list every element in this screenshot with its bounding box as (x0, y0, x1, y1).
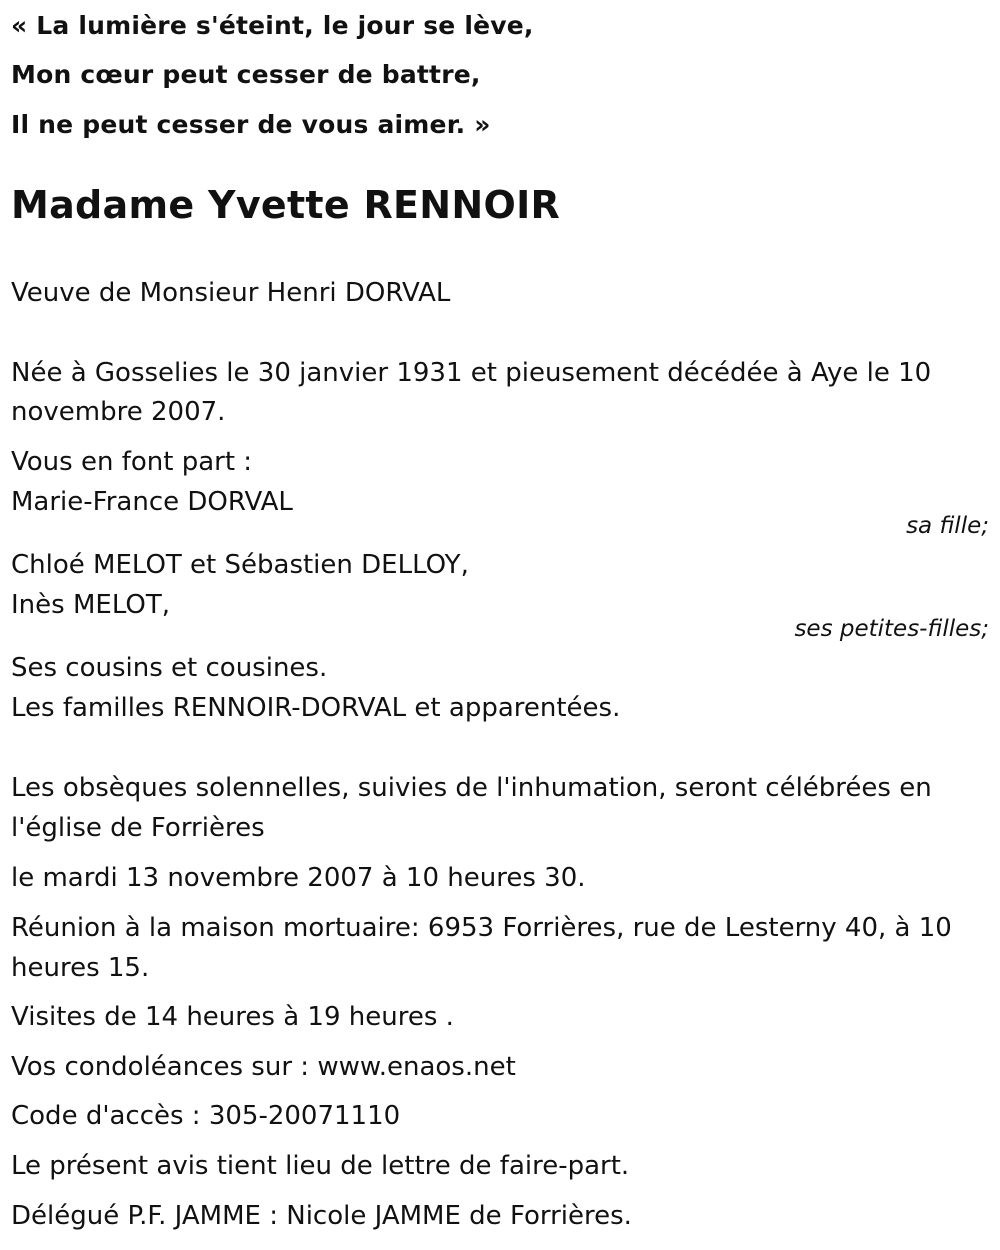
meeting-line-1: Réunion à la maison mortuaire: 6953 Forrières, rue de Lesterny 40, à 10 (11, 913, 952, 943)
access-code: Code d'accès : 305-20071110 (11, 1101, 401, 1131)
deceased-name: Madame Yvette RENNOIR (11, 183, 561, 227)
condolences: Vos condoléances sur : www.enaos.net (11, 1052, 516, 1082)
granddaughters-relation: ses petites-filles; (794, 616, 989, 642)
cousins: Ses cousins et cousines. (11, 653, 328, 683)
poem-line-2: Mon cœur peut cesser de battre, (11, 60, 481, 89)
funeral-line-2: l'église de Forrières (11, 813, 265, 843)
daughter-relation: sa fille; (906, 513, 989, 539)
birth-death-line-2: novembre 2007. (11, 397, 226, 427)
poem-line-1: « La lumière s'éteint, le jour se lève, (11, 11, 534, 40)
funeral-date: le mardi 13 novembre 2007 à 10 heures 30. (11, 863, 586, 893)
meeting-line-2: heures 15. (11, 953, 150, 983)
notice: Le présent avis tient lieu de lettre de faire-part. (11, 1151, 630, 1181)
widow-of: Veuve de Monsieur Henri DORVAL (11, 278, 451, 308)
daughter-name: Marie-France DORVAL (11, 487, 293, 517)
funeral-line-1: Les obsèques solennelles, suivies de l'inhumation, seront célébrées en (11, 773, 932, 803)
poem-line-3: Il ne peut cesser de vous aimer. » (11, 110, 491, 139)
granddaughter-2: Inès MELOT, (11, 590, 170, 620)
delegate: Délégué P.F. JAMME : Nicole JAMME de Forrières. (11, 1201, 632, 1231)
family-intro: Vous en font part : (11, 447, 253, 477)
birth-death-line-1: Née à Gosselies le 30 janvier 1931 et pieusement décédée à Aye le 10 (11, 358, 932, 388)
visits: Visites de 14 heures à 19 heures . (11, 1002, 454, 1032)
granddaughter-1: Chloé MELOT et Sébastien DELLOY, (11, 550, 469, 580)
families: Les familles RENNOIR-DORVAL et apparentées. (11, 693, 621, 723)
